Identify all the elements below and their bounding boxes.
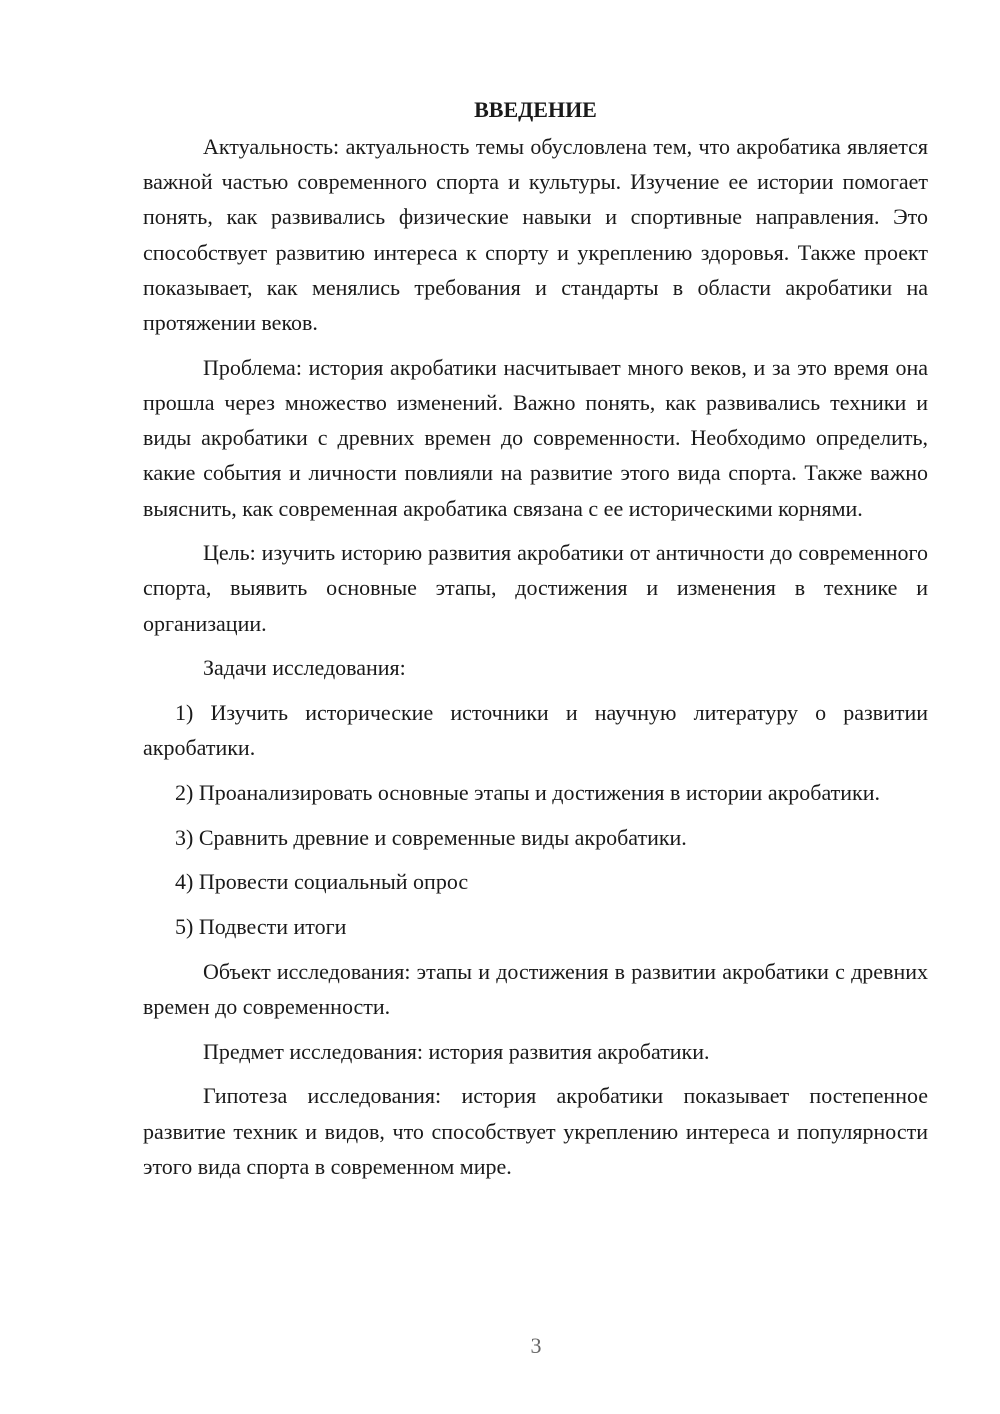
page-title: ВВЕДЕНИЕ <box>474 97 597 122</box>
paragraph-goal: Цель: изучить историю развития акробатики от античности до современного спорта, выявить основные этапы, достижения и изменения в технике и организации. <box>143 540 928 636</box>
task-item-4: 4) Провести социальный опрос <box>175 869 469 895</box>
tasks-heading: Задачи исследования: <box>203 655 406 681</box>
page-number: 3 <box>530 1333 542 1358</box>
paragraph-relevance: Актуальность: актуальность темы обусловлена тем, что акробатика является важной частью современного спорта и культуры. Изучение ее истории помогает понять, как развивались физические навыки и спортивные направления. Это способствует развитию интереса к спорту и укреплению здоровья. Также проект показывает, как менялись требования и стандарты в области акробатики на протяжении веков. <box>143 134 928 336</box>
task-item-3: 3) Сравнить древние и современные виды акробатики. <box>175 824 687 850</box>
paragraph-subject: Предмет исследования: история развития акробатики. <box>203 1038 710 1064</box>
paragraph-object: Объект исследования: этапы и достижения в развитии акробатики с древних времен до современности. <box>143 958 928 1019</box>
document-page <box>143 95 928 1193</box>
task-item-1: 1) Изучить исторические источники и научную литературу о развитии акробатики. <box>143 700 928 761</box>
paragraph-hypothesis: Гипотеза исследования: история акробатики показывает постепенное развитие техник и видов, что способствует укреплению интереса и популярности этого вида спорта в современном мире. <box>143 1083 928 1179</box>
task-item-5: 5) Подвести итоги <box>175 914 347 940</box>
task-item-2: 2) Проанализировать основные этапы и достижения в истории акробатики. <box>175 779 881 805</box>
paragraph-problem: Проблема: история акробатики насчитывает много веков, и за это время она прошла через множество изменений. Важно понять, как развивались техники и виды акробатики с древних времен до современности. Необходимо определить, какие события и личности повлияли на развитие этого вида спорта. Также важно выяснить, как современная акробатика связана с ее историческими корнями. <box>143 354 928 521</box>
